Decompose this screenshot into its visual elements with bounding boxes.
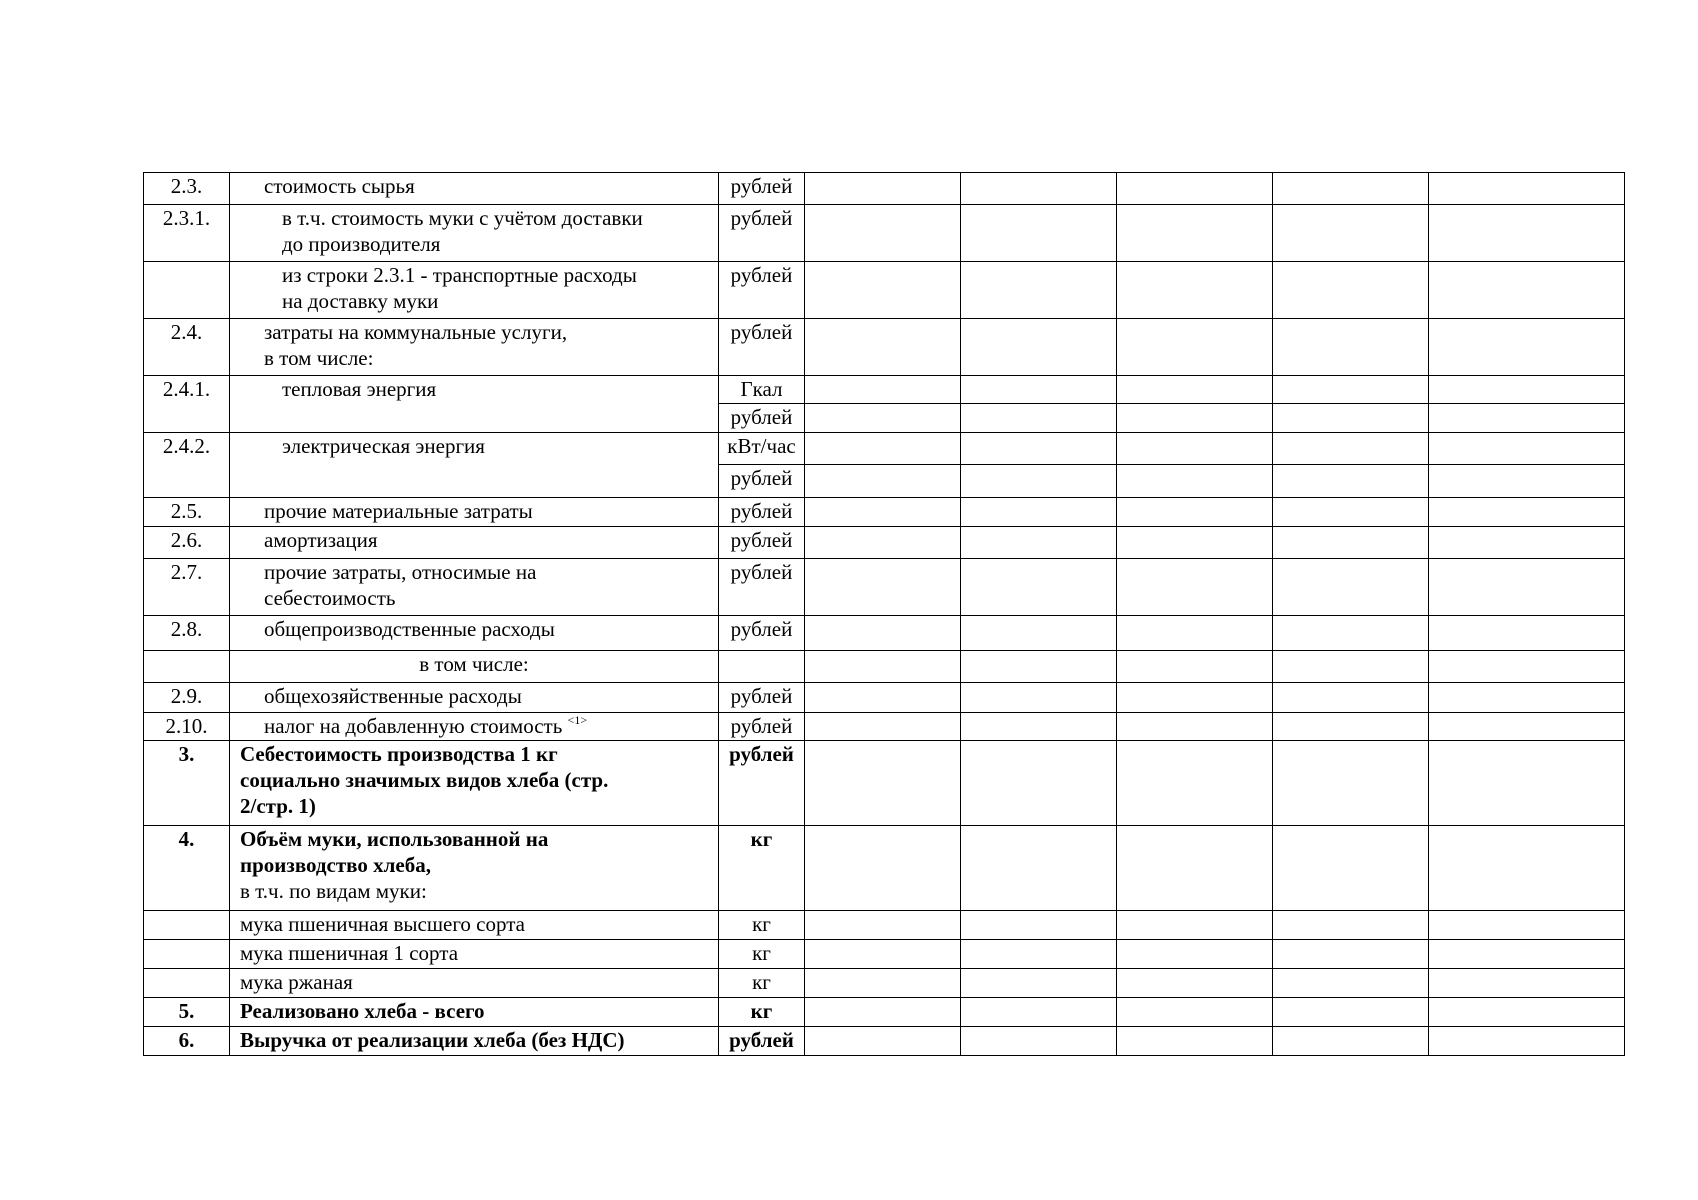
value-cell[interactable] [1117,465,1273,498]
value-cell[interactable] [1429,969,1625,998]
row-label: общепроизводственные расходы [230,616,719,651]
value-cell[interactable] [1273,498,1429,527]
row-number: 2.3.1. [144,205,230,262]
value-cell[interactable] [805,559,961,616]
row-unit: кг [719,911,805,940]
value-cell[interactable] [961,616,1117,651]
value-cell[interactable] [1273,559,1429,616]
value-cell[interactable] [805,651,961,683]
value-cell[interactable] [1117,173,1273,205]
value-cell[interactable] [1273,616,1429,651]
value-cell[interactable] [961,741,1117,826]
value-cell[interactable] [1429,376,1625,404]
value-cell[interactable] [1273,319,1429,376]
row-label: Объём муки, использованной на производство хлеба, в т.ч. по видам муки: [230,826,719,911]
row-number: 2.8. [144,616,230,651]
value-cell[interactable] [805,741,961,826]
value-cell[interactable] [1117,683,1273,713]
table-row [144,559,1625,616]
value-cell[interactable] [1429,173,1625,205]
row-number: 2.10. [144,713,230,741]
value-cell[interactable] [961,998,1117,1027]
table-row [144,319,1625,376]
table-row [144,911,1625,940]
row-unit: рублей [719,1027,805,1056]
value-cell[interactable] [1117,616,1273,651]
value-cell[interactable] [1117,713,1273,741]
row-number: 5. [144,998,230,1027]
value-cell[interactable] [1429,433,1625,465]
row-number [144,911,230,940]
row-number: 2.4. [144,319,230,376]
row-unit: рублей [719,741,805,826]
row-number [144,969,230,998]
row-label: Выручка от реализации хлеба (без НДС) [230,1027,719,1056]
row-unit: рублей [719,683,805,713]
value-cell[interactable] [961,683,1117,713]
value-cell[interactable] [961,433,1117,465]
value-cell[interactable] [961,527,1117,559]
row-label: стоимость сырья [230,173,719,205]
row-unit: рублей [719,527,805,559]
table-row [144,205,1625,262]
value-cell[interactable] [1429,940,1625,969]
row-unit: рублей [719,319,805,376]
value-cell[interactable] [1429,262,1625,319]
value-cell[interactable] [1429,998,1625,1027]
value-cell[interactable] [1117,911,1273,940]
value-cell[interactable] [805,376,961,404]
value-cell[interactable] [805,1027,961,1056]
value-cell[interactable] [805,319,961,376]
row-unit: рублей [719,713,805,741]
value-cell[interactable] [805,465,961,498]
value-cell[interactable] [1117,404,1273,433]
row-label: мука пшеничная 1 сорта [230,940,719,969]
value-cell[interactable] [805,826,961,911]
value-cell[interactable] [805,205,961,262]
row-number [144,262,230,319]
table-row [144,616,1625,651]
value-cell[interactable] [1429,319,1625,376]
value-cell[interactable] [1273,911,1429,940]
value-cell[interactable] [1273,969,1429,998]
row-label: в том числе: [230,651,719,683]
value-cell[interactable] [1117,651,1273,683]
value-cell[interactable] [805,911,961,940]
value-cell[interactable] [961,465,1117,498]
row-label: мука ржаная [230,969,719,998]
row-number: 2.3. [144,173,230,205]
value-cell[interactable] [961,376,1117,404]
value-cell[interactable] [961,173,1117,205]
value-cell[interactable] [805,998,961,1027]
value-cell[interactable] [961,498,1117,527]
row-number: 3. [144,741,230,826]
row-unit: Гкал [719,376,805,404]
row-unit: рублей [719,404,805,433]
value-cell[interactable] [1429,498,1625,527]
value-cell[interactable] [1117,262,1273,319]
value-cell[interactable] [1429,559,1625,616]
row-label: Себестоимость производства 1 кг социально значимых видов хлеба (стр. 2/стр. 1) [230,741,719,826]
value-cell[interactable] [1429,826,1625,911]
row-number: 2.9. [144,683,230,713]
table-row [144,376,1625,404]
row-unit [719,651,805,683]
value-cell[interactable] [805,969,961,998]
value-cell[interactable] [1117,1027,1273,1056]
value-cell[interactable] [805,527,961,559]
value-cell[interactable] [1273,651,1429,683]
row-number: 2.5. [144,498,230,527]
value-cell[interactable] [1429,741,1625,826]
row-label: амортизация [230,527,719,559]
row-unit: кг [719,998,805,1027]
row-number [144,940,230,969]
row-label: прочие затраты, относимые на себестоимость [230,559,719,616]
value-cell[interactable] [961,205,1117,262]
value-cell[interactable] [961,969,1117,998]
row-unit: рублей [719,465,805,498]
value-cell[interactable] [1429,404,1625,433]
table-row [144,713,1625,741]
table-row [144,998,1625,1027]
value-cell[interactable] [1273,826,1429,911]
value-cell[interactable] [961,319,1117,376]
row-unit: рублей [719,262,805,319]
table-row [144,262,1625,319]
value-cell[interactable] [1429,616,1625,651]
row-label: мука пшеничная высшего сорта [230,911,719,940]
value-cell[interactable] [1273,1027,1429,1056]
value-cell[interactable] [961,826,1117,911]
value-cell[interactable] [1429,527,1625,559]
value-cell[interactable] [805,262,961,319]
value-cell[interactable] [1429,205,1625,262]
cost-table [143,172,1625,1056]
value-cell[interactable] [1117,969,1273,998]
value-cell[interactable] [1273,376,1429,404]
table-row [144,527,1625,559]
value-cell[interactable] [1273,205,1429,262]
table-row [144,651,1625,683]
row-unit: кг [719,826,805,911]
table-row [144,498,1625,527]
footnote-marker: <1> [567,713,588,727]
row-label: затраты на коммунальные услуги, в том числе: [230,319,719,376]
row-label: Реализовано хлеба - всего [230,998,719,1027]
value-cell[interactable] [805,940,961,969]
row-number: 2.4.2. [144,433,230,498]
value-cell[interactable] [1429,1027,1625,1056]
row-unit: кг [719,969,805,998]
value-cell[interactable] [1117,559,1273,616]
value-cell[interactable] [1117,319,1273,376]
table-row [144,683,1625,713]
value-cell[interactable] [1429,683,1625,713]
value-cell[interactable] [961,404,1117,433]
table-row [144,433,1625,465]
value-cell[interactable] [961,651,1117,683]
value-cell[interactable] [1429,651,1625,683]
value-cell[interactable] [1117,998,1273,1027]
row-label: прочие материальные затраты [230,498,719,527]
value-cell[interactable] [1273,173,1429,205]
value-cell[interactable] [1273,940,1429,969]
value-cell[interactable] [1117,376,1273,404]
value-cell[interactable] [1117,433,1273,465]
value-cell[interactable] [1273,404,1429,433]
row-label: электрическая энергия [230,433,719,498]
row-label: из строки 2.3.1 - транспортные расходы на доставку муки [230,262,719,319]
value-cell[interactable] [1273,713,1429,741]
row-unit: рублей [719,205,805,262]
document-page [143,172,1625,1056]
value-cell[interactable] [805,433,961,465]
table-row [144,826,1625,911]
row-number: 6. [144,1027,230,1056]
row-label: налог на добавленную стоимость $^{<1>}$ [230,713,719,741]
row-unit: рублей [719,498,805,527]
value-cell[interactable] [1273,527,1429,559]
value-cell[interactable] [805,713,961,741]
table-row [144,741,1625,826]
value-cell[interactable] [805,173,961,205]
row-label: общехозяйственные расходы [230,683,719,713]
value-cell[interactable] [1429,911,1625,940]
row-unit: кВт/час [719,433,805,465]
value-cell[interactable] [1117,498,1273,527]
value-cell[interactable] [961,1027,1117,1056]
value-cell[interactable] [1117,940,1273,969]
value-cell[interactable] [1117,741,1273,826]
value-cell[interactable] [1273,465,1429,498]
value-cell[interactable] [1273,998,1429,1027]
row-unit: кг [719,940,805,969]
value-cell[interactable] [1117,826,1273,911]
row-unit: рублей [719,616,805,651]
row-number [144,651,230,683]
table-row [144,173,1625,205]
table-row [144,940,1625,969]
value-cell[interactable] [1429,465,1625,498]
value-cell[interactable] [1273,433,1429,465]
value-cell[interactable] [805,683,961,713]
row-number: 2.7. [144,559,230,616]
value-cell[interactable] [1429,713,1625,741]
row-unit: рублей [719,559,805,616]
value-cell[interactable] [961,559,1117,616]
value-cell[interactable] [1273,262,1429,319]
row-unit: рублей [719,173,805,205]
value-cell[interactable] [805,404,961,433]
table-row [144,1027,1625,1056]
value-cell[interactable] [1273,741,1429,826]
value-cell[interactable] [1117,527,1273,559]
row-number: 4. [144,826,230,911]
value-cell[interactable] [805,616,961,651]
row-number: 2.4.1. [144,376,230,433]
row-label: тепловая энергия [230,376,719,433]
table-row [144,969,1625,998]
value-cell[interactable] [1117,205,1273,262]
value-cell[interactable] [961,713,1117,741]
row-label: в т.ч. стоимость муки с учётом доставки до производителя [230,205,719,262]
value-cell[interactable] [805,498,961,527]
value-cell[interactable] [961,911,1117,940]
value-cell[interactable] [961,262,1117,319]
row-number: 2.6. [144,527,230,559]
value-cell[interactable] [961,940,1117,969]
value-cell[interactable] [1273,683,1429,713]
